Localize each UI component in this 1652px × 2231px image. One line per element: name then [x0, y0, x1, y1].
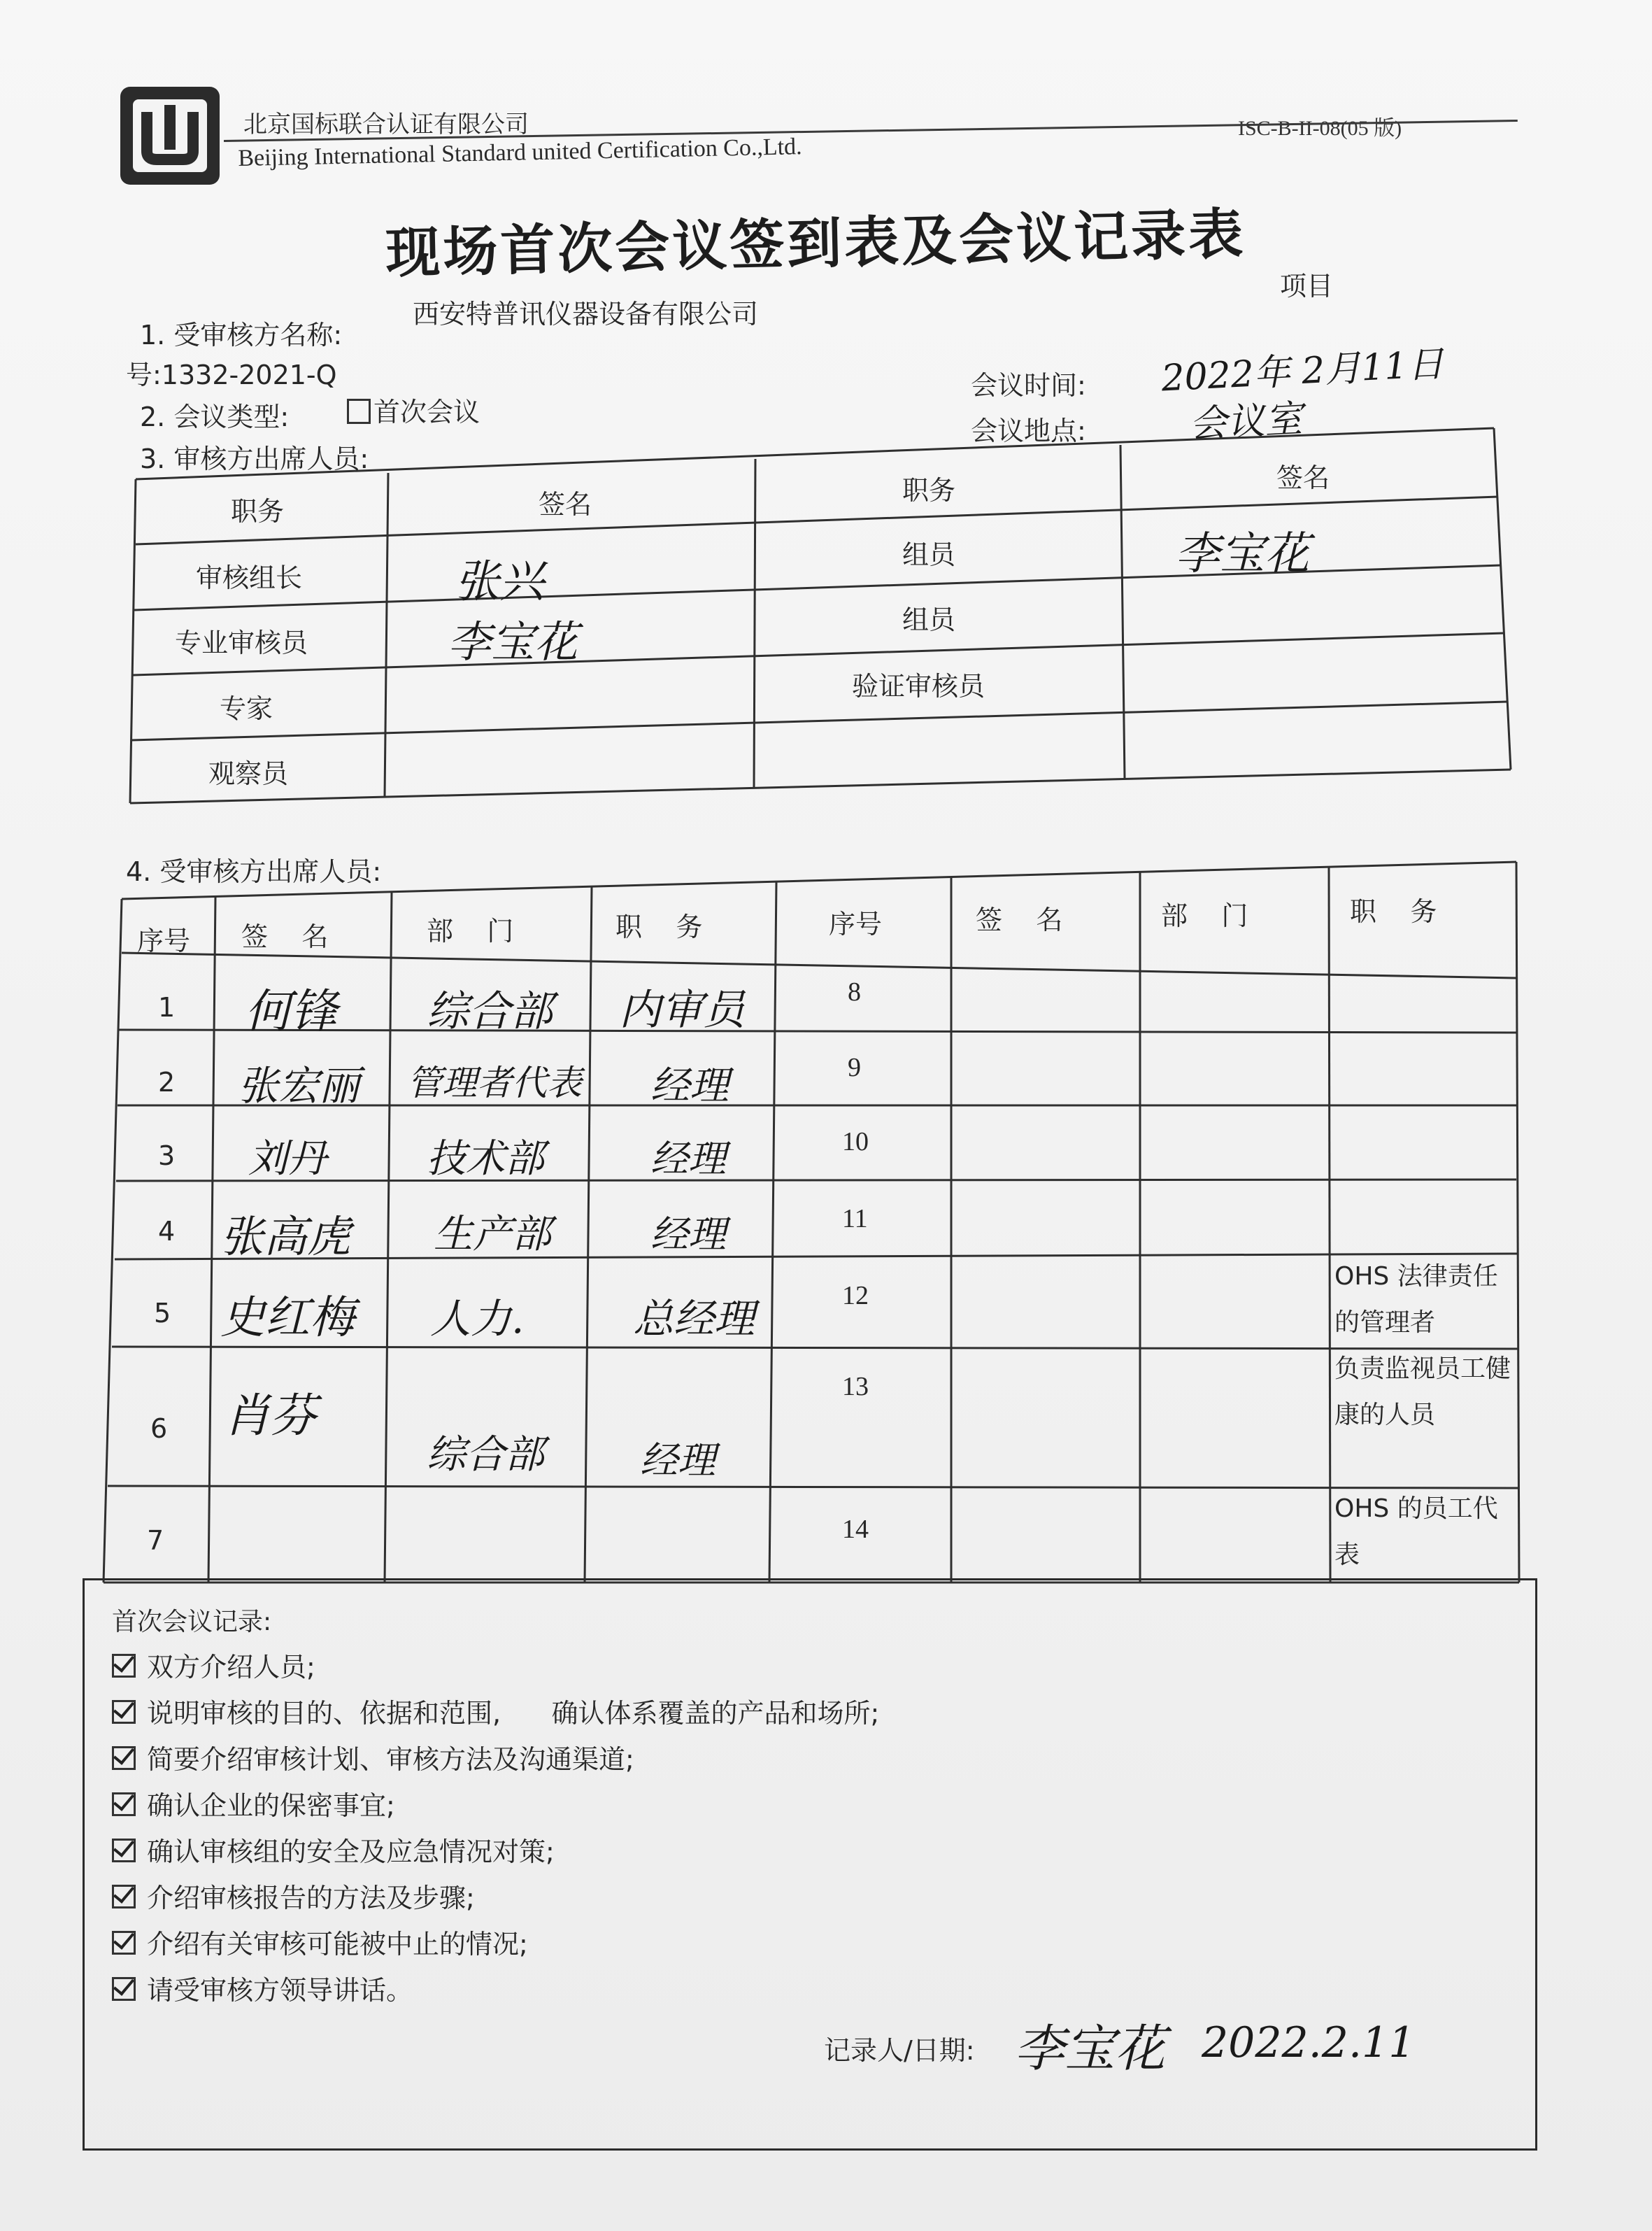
- checkbox-checked-icon: [112, 1931, 136, 1955]
- recorder-signature: 李宝花: [1014, 2019, 1166, 2078]
- auditee-row-no: 2: [158, 1067, 176, 1098]
- auditor-role: 观察员: [208, 758, 289, 789]
- page-title: 现场首次会议签到表及会议记录表: [385, 203, 1247, 285]
- auditee-signature: 肖芬: [224, 1389, 316, 1443]
- auditee-row-no: 3: [158, 1140, 176, 1171]
- checkbox-checked-icon: [112, 1792, 136, 1816]
- auditor-signature: 李宝花: [1175, 528, 1309, 580]
- auditee-name: 西安特普讯仪器设备有限公司: [413, 299, 759, 330]
- auditee-label: 1. 受审核方名称:: [140, 320, 343, 350]
- meeting-type-label: 2. 会议类型:: [140, 402, 290, 432]
- auditor-signature: 李宝花: [448, 616, 578, 667]
- auditee-signature: 张高虎: [220, 1211, 351, 1262]
- checkbox-checked-icon: [112, 1654, 136, 1678]
- auditee-header-no: 序号: [137, 926, 191, 956]
- notes-item: 双方介绍人员;: [112, 1645, 315, 1684]
- auditee-dept: 管理者代表: [407, 1063, 582, 1103]
- meeting-place-value: 会议室: [1188, 396, 1304, 447]
- notes-item: 确认审核组的安全及应急情况对策;: [112, 1830, 555, 1869]
- recorder-label: 记录人/日期:: [824, 2035, 975, 2066]
- auditor-header-role-left: 职务: [231, 496, 285, 527]
- auditor-role: 专业审核员: [175, 628, 308, 658]
- auditee-row-no: 6: [150, 1413, 168, 1444]
- notes-item: 请受审核方领导讲话。: [112, 1969, 413, 2007]
- auditee-row-no2: 8: [848, 977, 861, 1007]
- notes-item: 说明审核的目的、依据和范围, 确认体系覆盖的产品和场所;: [112, 1692, 879, 1730]
- auditee-row-no: 1: [158, 992, 176, 1023]
- auditee-dept: 综合部: [427, 987, 553, 1036]
- auditee-row-no2: 13: [842, 1372, 869, 1401]
- auditor-header-sign-left: 签名: [539, 489, 592, 520]
- company-name-en: Beijing International Standard united Certification Co.,Ltd.: [238, 134, 802, 171]
- auditee-header-dept2: 部 门: [1161, 900, 1248, 931]
- auditor-signature: 张兴: [455, 556, 544, 608]
- meeting-place-label: 会议地点:: [971, 416, 1086, 446]
- auditee-dept: 技术部: [427, 1136, 544, 1182]
- auditee-header-sign: 签 名: [241, 921, 329, 952]
- auditor-role: 组员: [902, 604, 956, 635]
- auditee-signature: 张宏丽: [238, 1062, 360, 1110]
- auditee-header-sign2: 签 名: [976, 905, 1063, 935]
- checkbox-checked-icon: [112, 1746, 136, 1770]
- form-code: ISC-B-II-08(05 版): [1238, 117, 1402, 140]
- notes-item: 简要介绍审核计划、审核方法及沟通渠道;: [112, 1738, 634, 1776]
- notes-title: 首次会议记录:: [112, 1608, 272, 1636]
- auditee-header-title: 职 务: [615, 912, 703, 942]
- auditee-row-no: 4: [158, 1216, 176, 1247]
- notes-item: 介绍有关审核可能被中止的情况;: [112, 1922, 528, 1961]
- auditor-header-role-right: 职务: [902, 475, 956, 506]
- auditee-signature: 刘丹: [248, 1136, 327, 1182]
- auditor-role: 组员: [902, 539, 956, 570]
- auditee-row-no2: 9: [848, 1053, 861, 1082]
- auditee-title: 经理: [650, 1212, 726, 1256]
- recorder-date: 2022.2.11: [1202, 2018, 1416, 2067]
- auditee-signature: 何锋: [245, 984, 337, 1038]
- notes-item: 确认企业的保密事宜;: [112, 1784, 395, 1822]
- auditor-role: 专家: [220, 693, 273, 724]
- auditee-row-no2: 14: [842, 1515, 869, 1544]
- checkbox-checked-icon: [112, 1977, 136, 2001]
- auditor-section-label: 3. 审核方出席人员:: [140, 444, 369, 474]
- notes-item: 介绍审核报告的方法及步骤;: [112, 1876, 475, 1915]
- auditee-title: 内审员: [619, 986, 745, 1035]
- auditee-role-note: OHS 法律责任的管理者: [1334, 1262, 1498, 1337]
- checkbox-checked-icon: [112, 1885, 136, 1908]
- auditee-header-dept: 部 门: [427, 916, 514, 947]
- auditee-role-note: 负责监视员工健康的人员: [1334, 1354, 1511, 1429]
- auditee-row-no2: 11: [842, 1204, 868, 1233]
- auditor-header-sign-right: 签名: [1276, 462, 1330, 493]
- company-name-cn: 北京国标联合认证有限公司: [243, 111, 529, 139]
- auditee-role-note: OHS 的员工代表: [1334, 1494, 1498, 1569]
- meeting-time-value: 2022年 2月11日: [1160, 343, 1445, 400]
- auditee-row-no: 5: [154, 1298, 171, 1329]
- checkbox-checked-icon: [112, 1839, 136, 1862]
- auditee-title: 经理: [650, 1137, 726, 1181]
- auditee-title: 经理: [650, 1063, 729, 1109]
- auditee-title: 经理: [640, 1438, 715, 1482]
- auditee-title: 总经理: [633, 1295, 755, 1343]
- project-label: 项目: [1280, 271, 1334, 302]
- auditee-row-no: 7: [147, 1525, 164, 1556]
- checkbox-checked-icon: [112, 1700, 136, 1724]
- auditor-role: 审核组长: [196, 562, 303, 593]
- auditee-dept: 人力.: [430, 1295, 525, 1343]
- auditee-header-title2: 职 务: [1350, 896, 1437, 927]
- cert-number: 号:1332-2021-Q: [126, 360, 337, 390]
- meeting-time-label: 会议时间:: [971, 370, 1086, 401]
- auditee-row-no2: 12: [842, 1281, 869, 1310]
- auditee-dept: 综合部: [427, 1432, 544, 1478]
- meeting-type-value: 首次会议: [347, 390, 480, 429]
- auditee-dept: 生产部: [434, 1212, 551, 1257]
- auditee-signature: 史红梅: [220, 1292, 355, 1344]
- auditee-header-no2: 序号: [829, 909, 883, 940]
- auditee-section-label: 4. 受审核方出席人员:: [126, 856, 382, 887]
- auditee-row-no2: 10: [842, 1127, 869, 1156]
- auditor-role: 验证审核员: [852, 671, 985, 702]
